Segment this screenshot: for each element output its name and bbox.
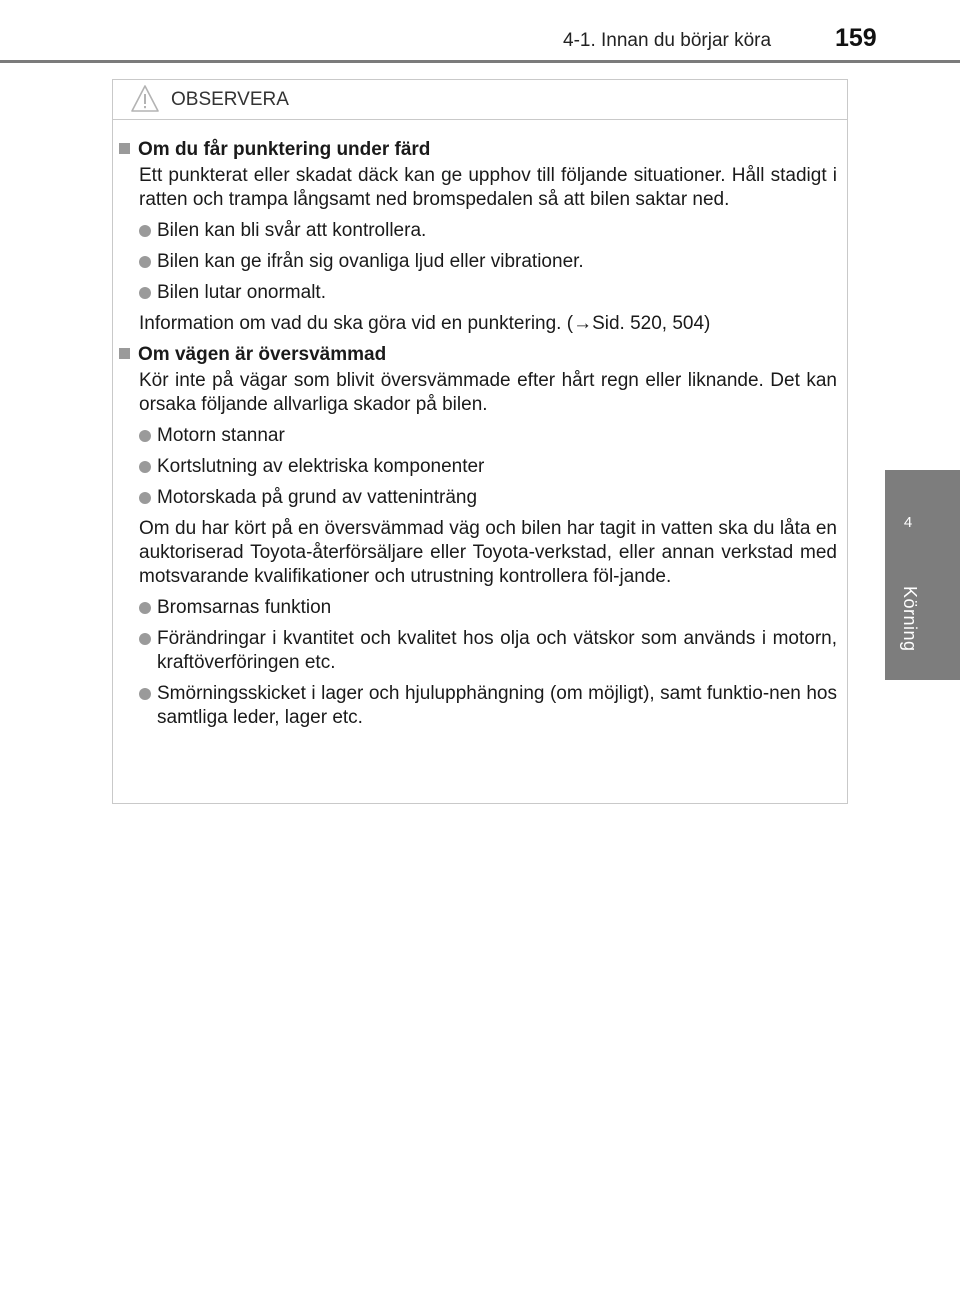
dot-icon bbox=[139, 461, 151, 473]
header-divider bbox=[0, 60, 960, 63]
dot-icon bbox=[139, 688, 151, 700]
chapter-number: 4 bbox=[903, 514, 913, 531]
dot-icon bbox=[139, 492, 151, 504]
dot-icon bbox=[139, 633, 151, 645]
caution-title: OBSERVERA bbox=[171, 89, 289, 110]
square-icon bbox=[119, 143, 130, 154]
flooded-road-inspection: Om du har kört på en översvämmad väg och bilen har tagit in vatten ska du låta en auktoriserad Toyota-återförsäljare eller Toyota-verkstad, eller annan verkstad med motsvarande kvalifikationer och utrustning kontrollera föl-jande. bbox=[139, 518, 837, 587]
caution-box bbox=[112, 79, 848, 804]
list-item: Förändringar i kvantitet och kvalitet hos olja och vätskor som används i motorn, kraftöverföringen etc. bbox=[139, 627, 837, 675]
flat-tire-intro: Ett punkterat eller skadat däck kan ge upphov till följande situationer. Håll stadigt i ratten och trampa långsamt ned bromspedalen så att bilen saktar ned. bbox=[139, 165, 837, 210]
page-number: 159 bbox=[835, 24, 877, 52]
chapter-side-tab bbox=[885, 470, 960, 680]
dot-icon bbox=[139, 225, 151, 237]
caution-body bbox=[113, 120, 847, 730]
dot-icon bbox=[139, 430, 151, 442]
header-section-title: 4-1. Innan du börjar köra bbox=[563, 30, 772, 51]
list-item: Smörningsskicket i lager och hjulupphängning (om möjligt), samt funktio-nen hos samtliga leder, lager etc. bbox=[139, 682, 837, 730]
list-item: Bilen kan ge ifrån sig ovanliga ljud eller vibrationer. bbox=[139, 250, 837, 274]
flooded-road-intro: Kör inte på vägar som blivit översvämmade efter hårt regn eller liknande. Det kan orsaka följande allvarliga skador på bilen. bbox=[139, 370, 837, 415]
flat-tire-reference: Information om vad du ska göra vid en punktering. (→Sid. 520, 504) bbox=[139, 313, 711, 334]
warning-triangle-icon bbox=[130, 84, 160, 119]
list-item: Bilen kan bli svår att kontrollera. bbox=[139, 219, 837, 243]
section-heading-flooded-road: Om vägen är översvämmad bbox=[119, 343, 837, 367]
dot-icon bbox=[139, 602, 151, 614]
list-item: Kortslutning av elektriska komponenter bbox=[139, 455, 837, 479]
list-item: Bilen lutar onormalt. bbox=[139, 281, 837, 305]
list-item: Motorn stannar bbox=[139, 424, 837, 448]
dot-icon bbox=[139, 256, 151, 268]
section-heading-flat-tire: Om du får punktering under färd bbox=[119, 138, 837, 162]
arrow-right-icon: → bbox=[573, 313, 593, 334]
list-item: Bromsarnas funktion bbox=[139, 596, 837, 620]
chapter-label: Körning bbox=[900, 586, 920, 652]
dot-icon bbox=[139, 287, 151, 299]
square-icon bbox=[119, 348, 130, 359]
list-item: Motorskada på grund av vatteninträng bbox=[139, 486, 837, 510]
caution-header bbox=[113, 80, 847, 120]
